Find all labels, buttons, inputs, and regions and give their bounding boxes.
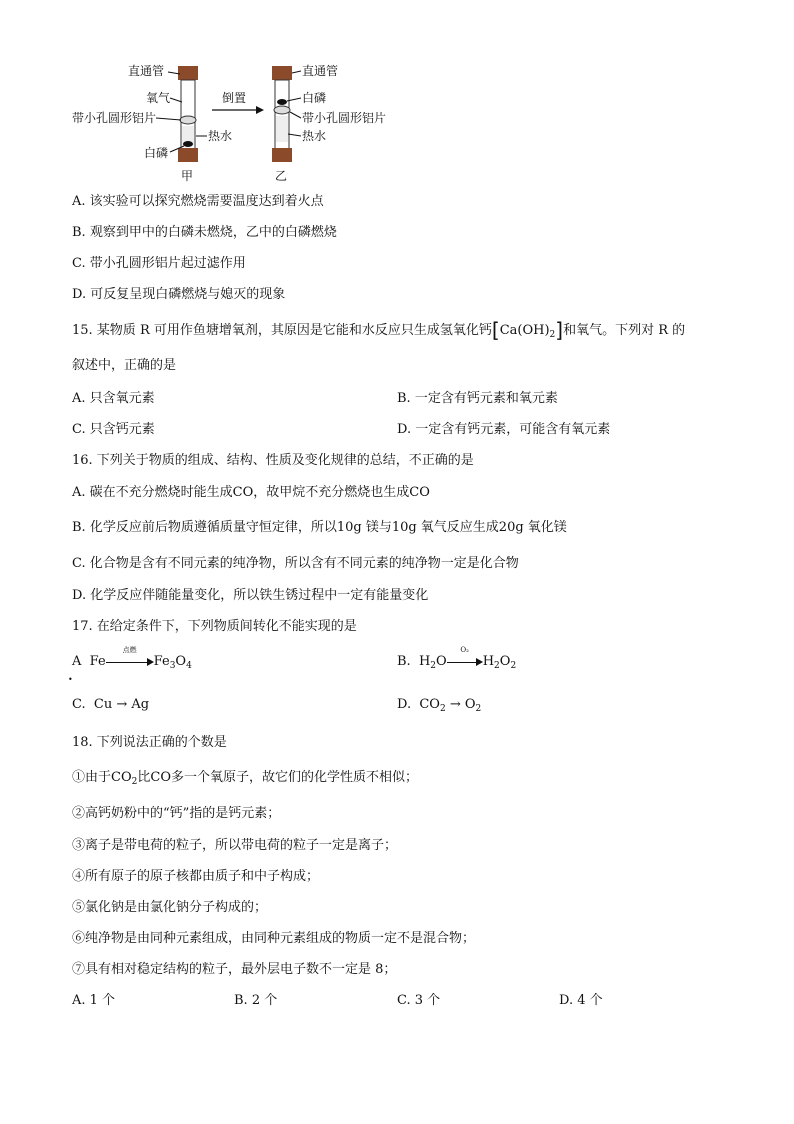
label-right-0: 直通管 [302,64,339,78]
q18-statement-3: ③离子是带电荷的粒子，所以带电荷的粒子一定是离子； [72,838,398,853]
q17-d-arrow: → O [445,697,476,712]
q18-option-c: C. 3 个 [397,993,441,1008]
q14-option-d: D. 可反复呈现白磷燃烧与媳灭的现象 [72,287,286,302]
label-left-3: 白磷 [144,146,169,160]
tube-yi [272,66,292,162]
q16-option-a: A. 碳在不充分燃烧时能生成CO，故甲烷不充分燃烧也生成CO [72,485,430,500]
q15-option-d: D. 一定含有钙元素，可能含有氧元素 [397,422,611,437]
q17-b-to: H [482,654,495,669]
q14-option-b: B. 观察到甲中的白磷未燃烧，乙中的白磷燃烧 [72,225,337,240]
q17-c-text: Cu → Ag [93,697,150,712]
dot-mark: • [68,675,73,684]
label-left-1: 氧气 [146,91,171,105]
q17-option-a [72,645,192,671]
sub: 2 [475,704,482,714]
q17-d-label: D. [397,697,412,712]
q14-option-a: A. 该实验可以探究燃烧需要温度达到着火点 [72,194,324,209]
q18-statement-2: ②高钙奶粉中的“钙”指的是钙元素； [72,806,281,821]
s1-b: 比 [137,770,151,785]
q18-statement-4: ④所有原子的原子核都由质子和中子构成； [72,869,320,884]
q17-b-label: B. [397,654,411,669]
sub: 4 [186,661,192,671]
q17-d-from: CO [419,697,440,712]
label-left-0: 直通管 [128,64,165,78]
q18-statement-6: ⑥纯净物是由同种元素组成，由同种元素组成的物质一定不是混合物； [72,931,476,946]
q15-stem-c: 叙述中，正确的是 [72,358,177,373]
q15-option-b: B. 一定含有钙元素和氧元素 [397,391,558,406]
q15-option-c: C. 只含钙元素 [72,422,155,437]
q17-a-to: Fe [153,654,170,669]
label-right-3: 热水 [302,129,327,143]
sub: 3 [169,661,176,671]
label-left-2: 带小孔圆形铝片 [72,111,157,125]
q15-formula: Ca(OH) [499,323,550,338]
q17-option-d [397,697,481,713]
q18-option-a: A. 1 个 [72,993,116,1008]
q18-statement-1 [72,770,418,786]
label-right-1: 白磷 [302,91,327,105]
q15-stem-a: 15. 某物质 R 可用作鱼塘增氧剂，其原因是它能和水反应只生成氢氧化钙 [72,323,492,338]
q17-option-b [397,645,517,671]
q15-stem [72,318,686,342]
q17-c-label: C. [72,697,86,712]
q17-option-c [72,697,149,713]
experiment-figure [70,58,430,186]
q18-stem: 18. 下列说法正确的个数是 [72,735,227,750]
bracket-right: ] [555,318,564,342]
q16-stem: 16. 下列关于物质的组成、结构、性质及变化规律的总结，不正确的是 [72,453,474,468]
s1-f1: CO [111,770,132,785]
q18-option-b: B. 2 个 [234,993,278,1008]
sub: 2 [494,661,500,671]
arrow-cond-text: 点燃 [122,645,137,654]
arrow-condition [106,645,154,669]
arrow-label: 倒置 [222,91,247,105]
s1-f2: CO [150,770,171,785]
q15-stem-b: 和氧气。下列对 R 的 [563,323,686,338]
bracket-left: [ [491,318,500,342]
caption-jia: 甲 [181,169,194,183]
q16-option-b: B. 化学反应前后物质遵循质量守恒定律，所以10g 镁与10g 氧气反应生成20g 氧化镁 [72,520,567,535]
q14-option-c: C. 带小孔圆形铝片起过滤作用 [72,256,246,271]
q17-b-from: H [418,654,431,669]
q17-a-from: Fe [89,654,106,669]
q17-b-to-mid: O [499,654,511,669]
sub: 2 [131,777,138,787]
q16-option-d: D. 化学反应伴随能量变化，所以铁生锈过程中一定有能量变化 [72,588,429,603]
label-left-hot-water: 热水 [208,129,233,143]
q15-option-a: A. 只含氧元素 [72,391,155,406]
sub: 2 [510,661,517,671]
q18-statement-5: ⑤氯化钠是由氯化钠分子构成的； [72,900,268,915]
q15-formula-sub: 2 [549,330,556,340]
q18-option-d: D. 4 个 [559,993,603,1008]
q17-b-from-tail: O [436,654,447,669]
q18-statement-7: ⑦具有相对稳定结构的粒子，最外层电子数不一定是 8； [72,962,397,977]
q17-a-label: A [72,654,82,669]
label-right-2: 带小孔圆形铝片 [302,111,387,125]
s1-c: 多一个氧原子，故它们的化学性质不相似； [170,770,418,785]
caption-yi: 乙 [275,169,288,183]
arrow-cond-text: O₂ [460,645,469,654]
sub: 2 [430,661,437,671]
arrow-condition [447,645,483,669]
q17-a-to-mid: O [175,654,187,669]
q17-stem: 17. 在给定条件下，下列物质间转化不能实现的是 [72,619,357,634]
sub: 2 [439,704,446,714]
s1-a: ①由于 [72,770,112,785]
q16-option-c: C. 化合物是含有不同元素的纯净物，所以含有不同元素的纯净物一定是化合物 [72,556,519,571]
